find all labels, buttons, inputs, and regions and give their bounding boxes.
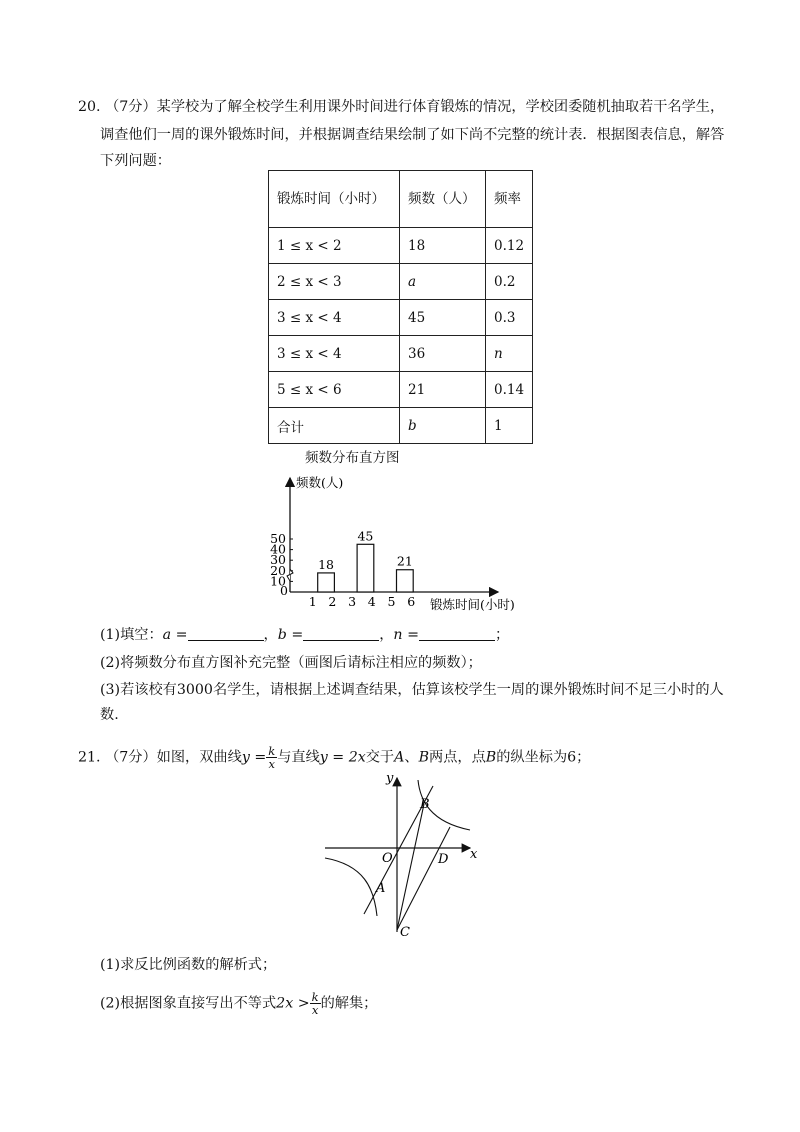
- q20-text-3: 下列问题：: [100, 153, 171, 169]
- blank-n[interactable]: [419, 626, 495, 641]
- cell-rate: 0.2: [486, 264, 533, 300]
- comma-2: ，: [379, 627, 394, 643]
- blank-a-label: a =: [162, 627, 188, 643]
- ineq-lhs: 2x >: [276, 995, 310, 1012]
- bar-value-label: 18: [318, 556, 335, 572]
- q21-figure: [320, 772, 485, 940]
- q20-part3-line2: 数.: [100, 707, 119, 723]
- cell-rate: 0.3: [486, 300, 533, 336]
- q21-part2-b: 的解集；: [320, 995, 378, 1012]
- cell-rate: 0.12: [486, 228, 533, 264]
- blank-b[interactable]: [303, 626, 379, 641]
- cell-rate: 1: [486, 408, 533, 444]
- x-tick-label: 5: [387, 594, 396, 609]
- segment-dc: [397, 827, 450, 930]
- q21-part2-a: (2)根据图象直接写出不等式: [100, 995, 277, 1012]
- cell-rate: 0.14: [486, 372, 533, 408]
- q21-number: 21.: [78, 749, 101, 766]
- q21-line1: [78, 745, 590, 770]
- q20-part1: [100, 624, 509, 644]
- table-row: [269, 228, 533, 264]
- x-axis-label: 锻炼时间(小时): [430, 597, 515, 612]
- eq1-fraction: [266, 745, 277, 770]
- header-count: 频数（人）: [400, 171, 486, 228]
- blank-a[interactable]: [188, 626, 264, 641]
- q21-part2: [100, 991, 377, 1016]
- histogram-chart: [260, 470, 540, 618]
- cell-count: 45: [400, 300, 486, 336]
- cell-count: 21: [400, 372, 486, 408]
- part1-end: ；: [494, 627, 510, 643]
- q21-part1: (1)求反比例函数的解析式；: [100, 957, 277, 973]
- cell-count: 36: [400, 336, 486, 372]
- ineq-den: x: [311, 1003, 319, 1017]
- table-row: [269, 336, 533, 372]
- cell-time: 3 ≤ x < 4: [269, 336, 400, 372]
- q21-intro-c: 交于: [365, 749, 395, 766]
- bar-value-label: 45: [357, 528, 374, 544]
- segment-bc: [397, 804, 424, 930]
- cell-count: 18: [400, 228, 486, 264]
- header-time: 锻炼时间（小时）: [269, 171, 400, 228]
- x-tick-label: 6: [407, 594, 416, 609]
- q21-intro-d: 两点，点: [429, 749, 486, 766]
- y-axis-label: 频数(人): [296, 475, 344, 490]
- label-d: D: [438, 852, 449, 867]
- cell-time: 合计: [269, 408, 400, 444]
- histogram-bar: [357, 544, 374, 592]
- label-o: O: [382, 851, 393, 866]
- table-row: [269, 264, 533, 300]
- q21-intro-b: 与直线: [277, 749, 320, 766]
- cell-time: 2 ≤ x < 3: [269, 264, 400, 300]
- cell-time: 1 ≤ x < 2: [269, 228, 400, 264]
- eq1-num: k: [268, 744, 276, 758]
- y-tick-label: 30: [270, 552, 286, 568]
- table-row: [269, 300, 533, 336]
- histogram-bar: [397, 570, 414, 592]
- q20-number: 20.: [78, 99, 101, 115]
- cell-count: b: [400, 408, 486, 444]
- q20-text-2: 调查他们一周的课外锻炼时间，并根据调查结果绘制了如下尚不完整的统计表．根据图表信息，解答: [100, 127, 725, 143]
- y-tick-label: 40: [270, 541, 286, 557]
- eq1-den: x: [268, 757, 275, 771]
- label-c: C: [400, 925, 410, 940]
- q20-text-1: （7分）某学校为了解全校学生利用课外时间进行体育锻炼的情况，学校团委随机抽取若干名学生，: [105, 99, 725, 115]
- label-y: y: [386, 772, 394, 786]
- cell-time: 5 ≤ x < 6: [269, 372, 400, 408]
- q21-intro-e: 的纵坐标为6；: [496, 749, 591, 766]
- cell-time: 3 ≤ x < 4: [269, 300, 400, 336]
- q21-intro-a: （7分）如图，双曲线: [105, 749, 242, 766]
- label-x: x: [470, 847, 478, 862]
- eq2: y = 2x: [319, 749, 366, 766]
- label-b: B: [420, 797, 430, 812]
- point-a: A: [394, 749, 405, 766]
- q20-part2: (2)将频数分布直方图补充完整（画图后请标注相应的频数）；: [100, 655, 482, 671]
- y-tick-label: 50: [270, 531, 286, 546]
- label-a: A: [376, 881, 386, 896]
- x-tick-label: 1: [308, 594, 317, 609]
- histogram-title: 频数分布直方图: [305, 450, 400, 466]
- q20-line1: [78, 96, 724, 116]
- y-tick-label: 20: [270, 562, 286, 578]
- table-row: [269, 408, 533, 444]
- eq1-lhs: y =: [241, 749, 267, 766]
- ineq-fraction: [310, 991, 321, 1016]
- q20-part3-line1: (3)若该校有3000名学生，请根据上述调查结果，估算该校学生一周的课外锻炼时间不足三小时的人: [100, 682, 724, 698]
- x-tick-label: 0: [280, 583, 288, 598]
- x-tick-label: 3: [348, 594, 357, 609]
- bar-value-label: 21: [396, 553, 413, 569]
- ineq-num: k: [311, 990, 319, 1004]
- point-b: B: [418, 749, 430, 766]
- y-tick-label: 10: [270, 573, 286, 589]
- x-tick-label: 4: [367, 594, 376, 609]
- part1-label: (1)填空：: [100, 627, 163, 643]
- point-b2: B: [485, 749, 497, 766]
- frequency-table: [268, 170, 533, 444]
- header-rate: 频率: [486, 171, 533, 228]
- comma-1: ，: [263, 627, 278, 643]
- table-row: [269, 372, 533, 408]
- cell-count: a: [400, 264, 486, 300]
- table-header-row: [269, 171, 533, 228]
- blank-n-label: n =: [393, 627, 419, 643]
- histogram-bar: [318, 573, 335, 592]
- sep: 、: [404, 749, 419, 766]
- blank-b-label: b =: [277, 627, 304, 643]
- hyperbola-branch-2: [325, 858, 377, 916]
- cell-rate: n: [486, 336, 533, 372]
- x-tick-label: 2: [328, 594, 337, 609]
